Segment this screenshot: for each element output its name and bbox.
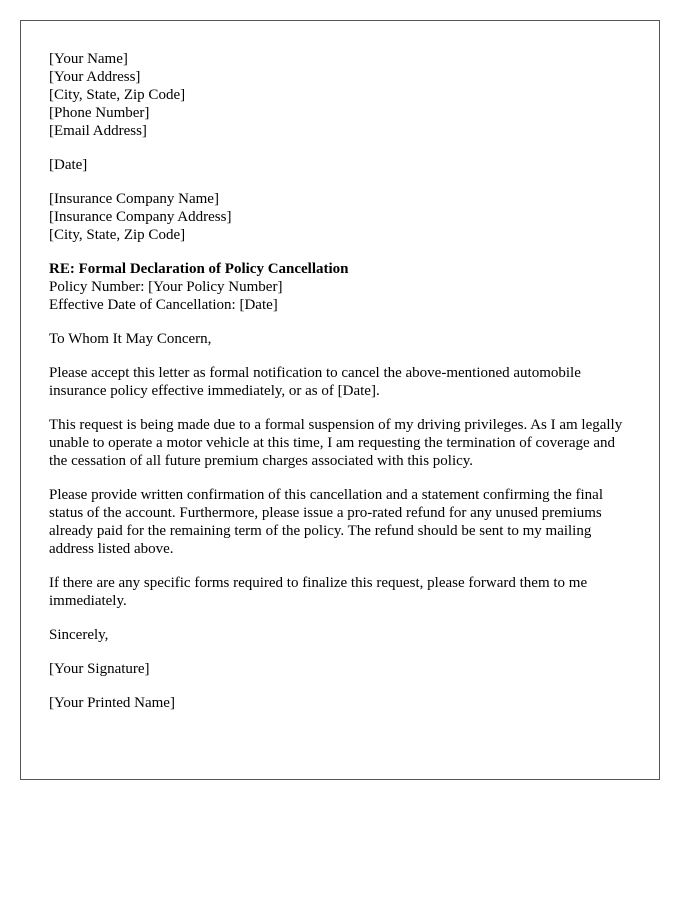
sender-phone: [Phone Number] xyxy=(49,105,150,121)
closing: Sincerely, xyxy=(49,627,109,643)
body-paragraph: Please provide written confirmation of this cancellation and a statement confirming the final status of the account. Furthermore, please issue a pro-rated refund for any unused premiums already paid for the remaining term of the policy. The refund should be sent to my mailing address listed above. xyxy=(49,487,603,557)
body-paragraph: This request is being made due to a formal suspension of my driving privileges. As I am legally unable to operate a motor vehicle at this time, I am requesting the termination of coverage and the cessation of all future premium charges associated with this policy. xyxy=(49,417,623,469)
subject-re-line: RE: Formal Declaration of Policy Cancellation xyxy=(49,261,349,277)
body-paragraph: Please accept this letter as formal notification to cancel the above-mentioned automobile insurance policy effective immediately, or as of [Date]. xyxy=(49,365,581,399)
policy-number: Policy Number: [Your Policy Number] xyxy=(49,279,283,295)
date-block xyxy=(49,156,631,174)
recipient-block xyxy=(49,190,631,244)
recipient-company-name: [Insurance Company Name] xyxy=(49,191,219,207)
sender-block xyxy=(49,50,631,140)
sender-name: [Your Name] xyxy=(49,51,128,67)
effective-date: Effective Date of Cancellation: [Date] xyxy=(49,297,278,313)
letter-page xyxy=(20,20,660,780)
recipient-company-address: [Insurance Company Address] xyxy=(49,209,232,225)
sender-city-state-zip: [City, State, Zip Code] xyxy=(49,87,186,103)
sender-email: [Email Address] xyxy=(49,123,147,139)
signature-placeholder: [Your Signature] xyxy=(49,661,150,677)
body-paragraph: If there are any specific forms required to finalize this request, please forward them to me immediately. xyxy=(49,575,588,609)
subject-block xyxy=(49,260,631,314)
sender-address: [Your Address] xyxy=(49,69,141,85)
recipient-city-state-zip: [City, State, Zip Code] xyxy=(49,227,186,243)
printed-name-placeholder: [Your Printed Name] xyxy=(49,695,175,711)
salutation: To Whom It May Concern, xyxy=(49,331,212,347)
letter-date: [Date] xyxy=(49,157,88,173)
